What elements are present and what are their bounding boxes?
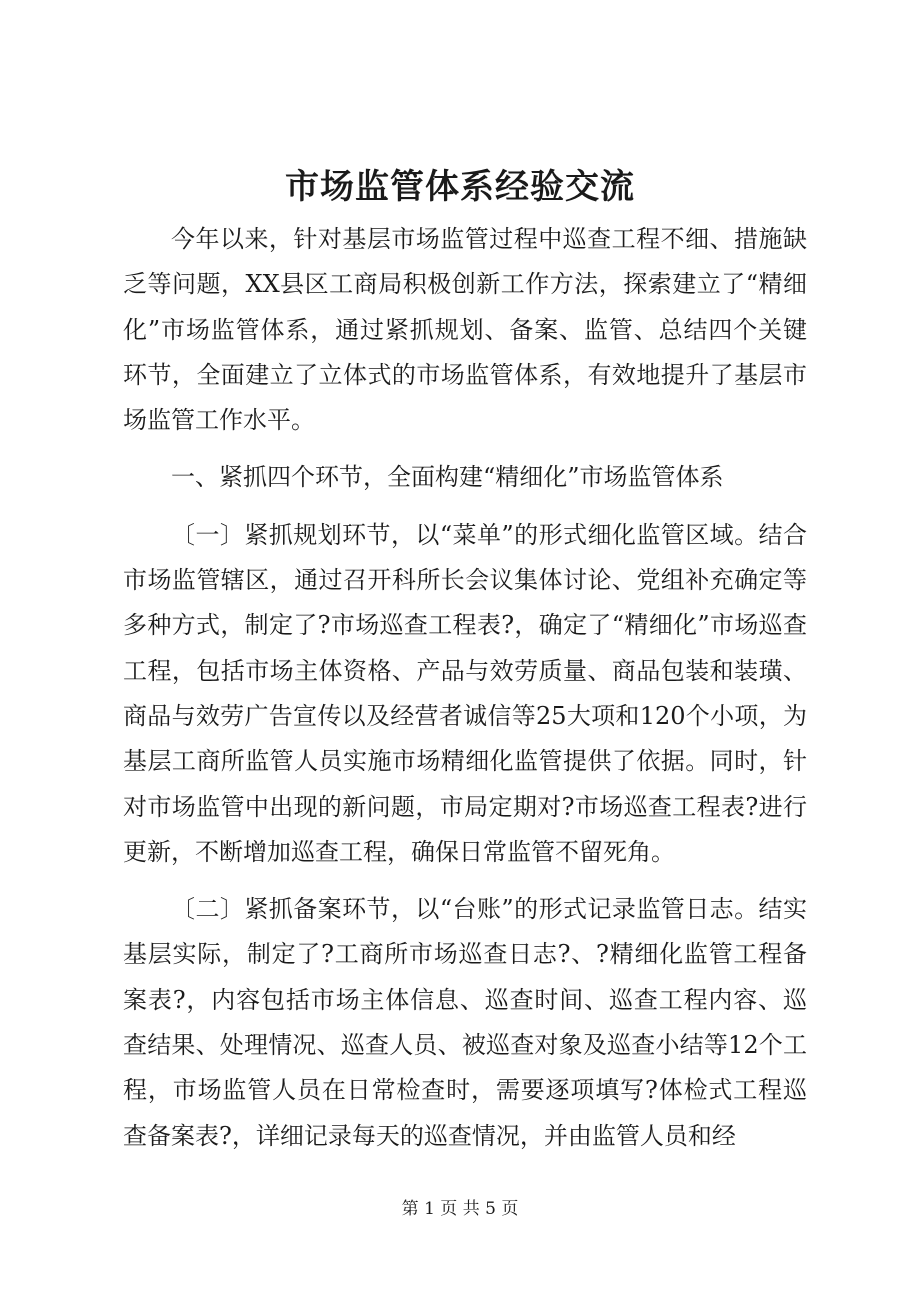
paragraph-filing: 〔二〕紧抓备案环节，以“台账”的形式记录监管日志。结实基层实际，制定了?工商所市场巡查日志?、?精细化监管工程备案表?，内容包括市场主体信息、巡查时间、巡查工程内容、巡查结果、处理情况、巡查人员、被巡查对象及巡查小结等12个工程，市场监管人员在日常检查时，需要逐项填写?体检式工程巡查备案表?，详细记录每天的巡查情况，并由监管人员和经 <box>123 895 807 1150</box>
document-title: 市场监管体系经验交流 <box>285 167 635 207</box>
section-heading: 一、紧抓四个环节，全面构建“精细化”市场监管体系 <box>171 463 724 492</box>
paragraph-intro: 今年以来，针对基层市场监管过程中巡查工程不细、措施缺乏等问题，XX县区工商局积极创新工作方法，探索建立了“精细化”市场监管体系，通过紧抓规划、备案、监管、总结四个关键环节，全面建立了立体式的市场监管体系，有效地提升了基层市场监管工作水平。 <box>123 225 807 435</box>
paragraph-planning: 〔一〕紧抓规划环节，以“菜单”的形式细化监管区域。结合市场监管辖区，通过召开科所长会议集体讨论、党组补充确定等多种方式，制定了?市场巡查工程表?，确定了“精细化”市场巡查工程，包括市场主体资格、产品与效劳质量、商品包装和装璜、商品与效劳广告宣传以及经营者诚信等25大项和120个小项，为基层工商所监管人员实施市场精细化监管提供了依据。同时，针对市场监管中出现的新问题，市局定期对?市场巡查工程表?进行更新，不断增加巡查工程，确保日常监管不留死角。 <box>123 520 807 866</box>
page-footer: 第 1 页 共 5 页 <box>401 1199 519 1219</box>
document-body <box>123 217 807 1171</box>
